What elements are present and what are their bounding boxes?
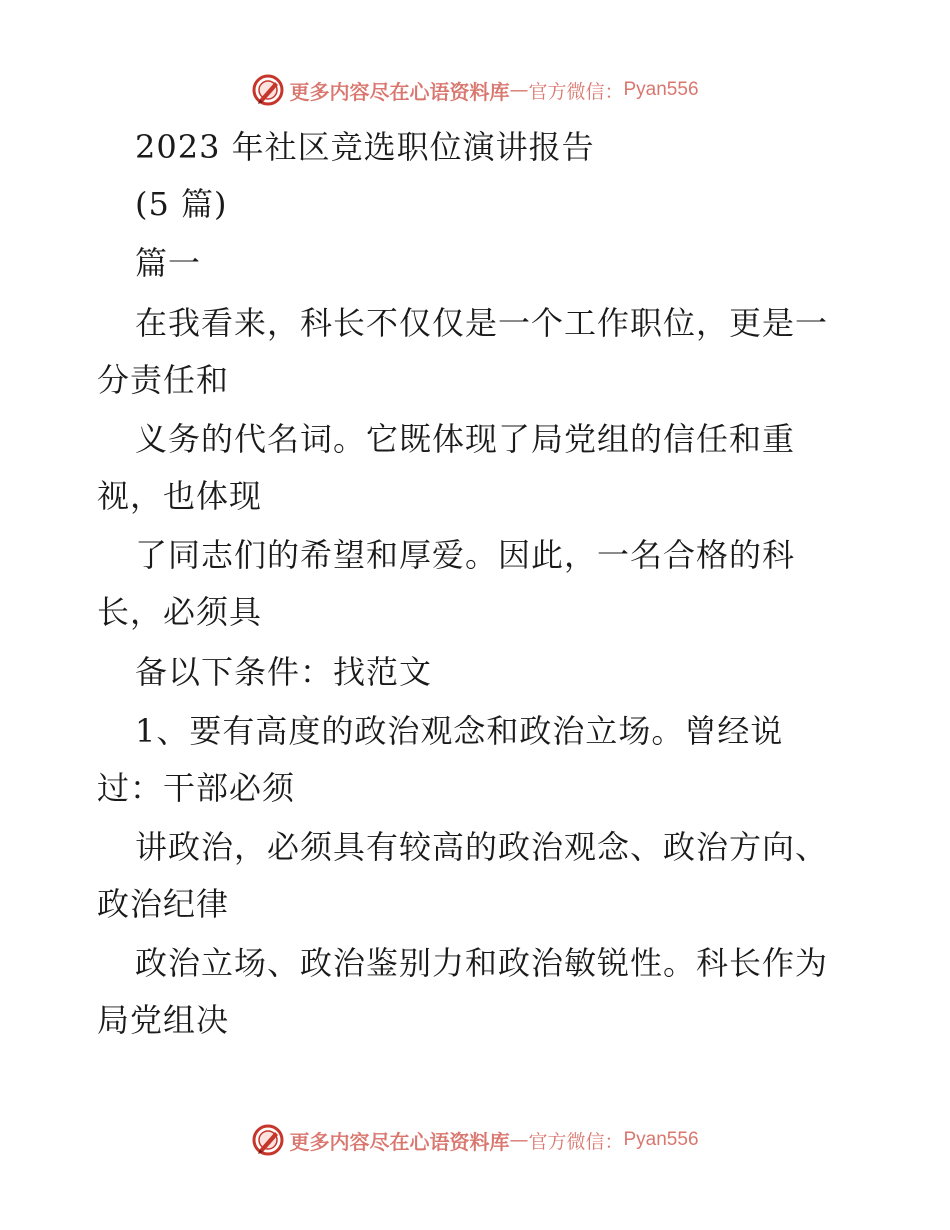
footer-banner [0, 1120, 950, 1160]
paragraph-line: 了同志们的希望和厚爱。因此，一名合格的科 [135, 536, 796, 574]
banner-sub-text: 官方微信： [528, 80, 624, 103]
paragraph-line: 政治立场、政治鉴别力和政治敏锐性。科长作为 [135, 944, 829, 982]
paragraph-line: 局党组决 [97, 1001, 230, 1039]
paragraph-line: 分责任和 [97, 361, 230, 399]
paragraph-line: 过：干部必须 [97, 769, 296, 807]
paragraph-line: 讲政治，必须具有较高的政治观念、政治方向、 [135, 828, 829, 866]
banner-wechat-id: Pyan556 [623, 1129, 699, 1150]
paragraph-line: 1、要有高度的政治观念和政治立场。曾经说 [135, 712, 784, 750]
banner-dash: — [509, 1129, 529, 1151]
header-banner [0, 70, 950, 110]
paragraph-line: 政治纪律 [97, 885, 230, 923]
paragraph-line: 视，也体现 [97, 477, 263, 515]
banner-wechat-id: Pyan556 [623, 79, 699, 100]
section-heading: 篇一 [135, 244, 202, 282]
banner-main-text: 更多内容尽在心语资料库 [289, 1129, 510, 1154]
banner-dash: — [509, 79, 529, 101]
paragraph-line: 备以下条件：找范文 [135, 653, 433, 691]
paragraph-line: 长，必须具 [97, 593, 263, 631]
document-subtitle: (5 篇) [135, 185, 228, 223]
pen-logo-icon [251, 1123, 285, 1157]
document-title: 2023 年社区竞选职位演讲报告 [135, 128, 595, 166]
paragraph-line: 在我看来，科长不仅仅是一个工作职位，更是一 [135, 304, 829, 342]
banner-sub-text: 官方微信： [528, 1130, 624, 1153]
banner-main-text: 更多内容尽在心语资料库 [289, 79, 510, 104]
paragraph-line: 义务的代名词。它既体现了局党组的信任和重 [135, 420, 796, 458]
pen-logo-icon [251, 73, 285, 107]
